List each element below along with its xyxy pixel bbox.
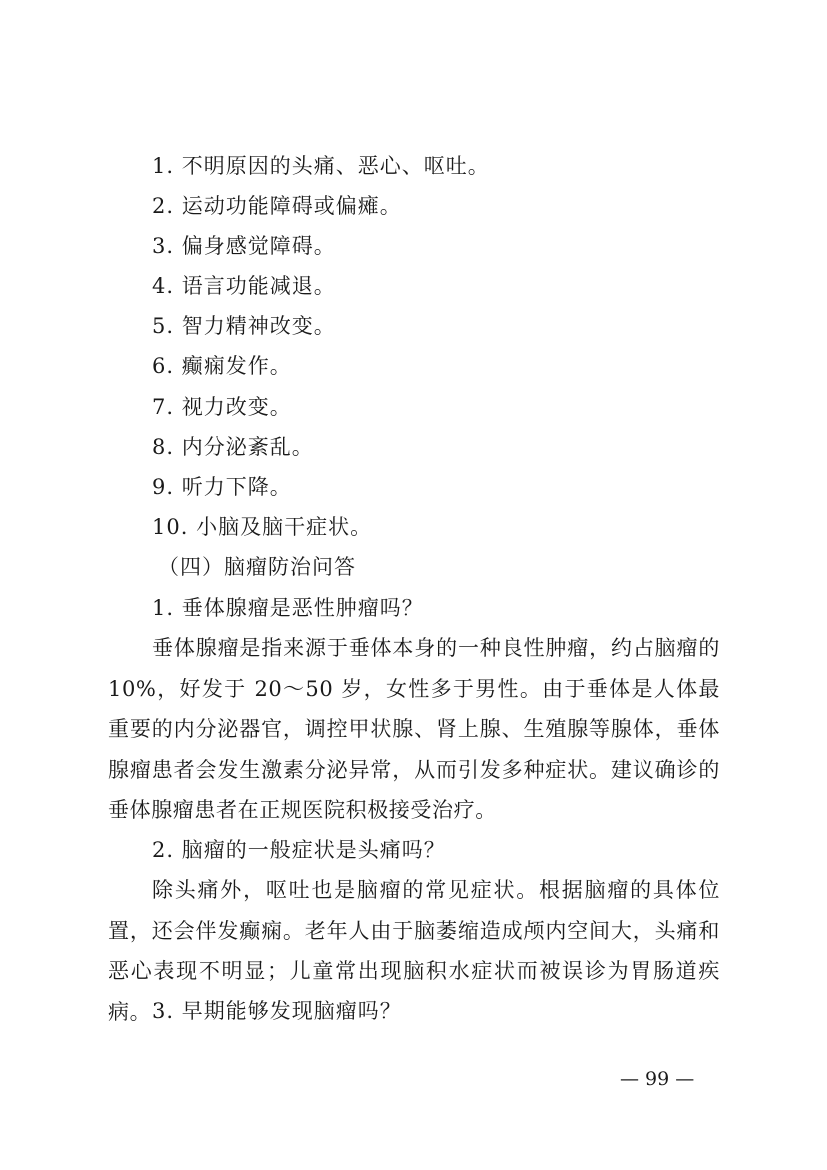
symptom-item: 3. 偏身感觉障碍。 xyxy=(152,234,336,258)
answer-paragraph: 除头痛外，呕吐也是脑瘤的常见症状。根据脑瘤的具体位置，还会伴发癫痫。老年人由于脑萎缩造成颅内空间大，头痛和恶心表现不明显；儿童常出现脑积水症状而被误诊为胃肠道疾病。 xyxy=(108,878,720,1024)
answer-paragraph: 垂体腺瘤是指来源于垂体本身的一种良性肿瘤，约占脑瘤的10%，好发于 20～50 岁，女性多于男性。由于垂体是人体最重要的内分泌器官，调控甲状腺、肾上腺、生殖腺等腺体，垂体腺瘤患者会发生激素分泌异常，从而引发多种症状。建议确诊的垂体腺瘤患者在正规医院积极接受治疗。 xyxy=(108,636,720,823)
symptom-item: 4. 语言功能减退。 xyxy=(152,274,336,298)
page-number: — 99 — xyxy=(620,1068,695,1090)
symptom-item: 2. 运动功能障碍或偏瘫。 xyxy=(152,194,402,218)
question-heading: 1. 垂体腺瘤是恶性肿瘤吗？ xyxy=(152,596,424,620)
symptom-item: 5. 智力精神改变。 xyxy=(152,314,336,338)
symptom-item: 6. 癫痫发作。 xyxy=(152,354,292,378)
symptom-item: 9. 听力下降。 xyxy=(152,475,292,499)
symptom-item: 8. 内分泌紊乱。 xyxy=(152,435,314,459)
symptom-item: 1. 不明原因的头痛、恶心、呕吐。 xyxy=(152,154,490,178)
question-heading: 2. 脑瘤的一般症状是头痛吗？ xyxy=(152,838,446,862)
symptom-item: 7. 视力改变。 xyxy=(152,395,292,419)
question-heading: 3. 早期能够发现脑瘤吗？ xyxy=(152,999,402,1023)
symptom-item: 10. 小脑及脑干症状。 xyxy=(152,515,373,539)
section-heading: （四）脑瘤防治问答 xyxy=(158,555,356,579)
